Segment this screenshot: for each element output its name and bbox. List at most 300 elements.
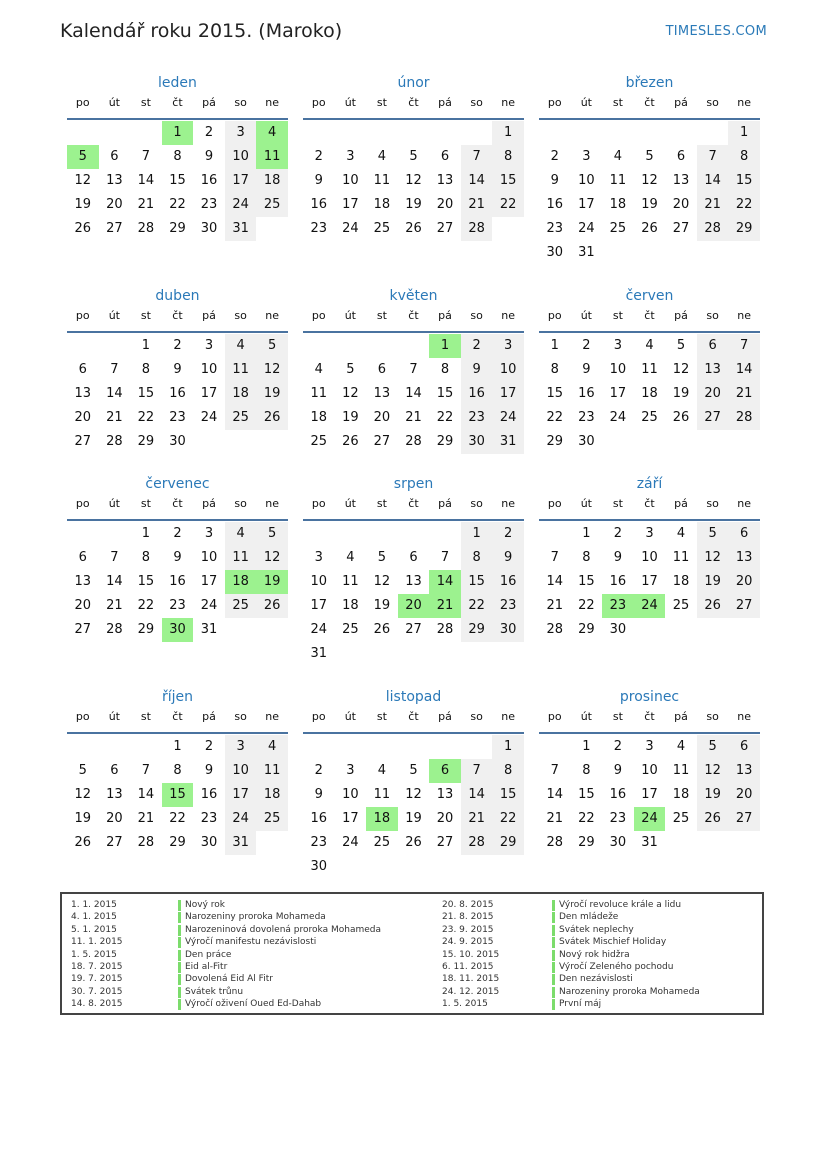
day-cell: 10 bbox=[609, 362, 627, 377]
month-listopad bbox=[303, 687, 524, 879]
weekend-day-cell: 29 bbox=[492, 831, 524, 855]
empty-day-cell bbox=[728, 430, 760, 454]
week-row bbox=[539, 145, 760, 169]
day-cell: 2 bbox=[550, 149, 559, 164]
weekend-day-cell: 15 bbox=[728, 169, 760, 193]
weekend-day-cell: 4 bbox=[225, 334, 257, 358]
weekend-day-cell: 29 bbox=[728, 217, 760, 241]
day-cell: 9 bbox=[582, 362, 591, 377]
weekend-day-cell: 28 bbox=[461, 217, 493, 241]
weekday-label: út bbox=[344, 710, 356, 723]
empty-day-cell bbox=[461, 121, 493, 145]
empty-day-cell bbox=[665, 831, 697, 855]
empty-day-cell bbox=[335, 642, 367, 666]
day-cell: 19 bbox=[405, 811, 422, 826]
legend-date: 24. 9. 2015 bbox=[442, 937, 494, 948]
day-cell: 2 bbox=[204, 739, 214, 754]
legend-date: 1. 5. 2015 bbox=[71, 949, 117, 960]
legend-holiday-name: Eid al-Fitr bbox=[185, 961, 228, 972]
day-cell: 22 bbox=[578, 811, 595, 826]
day-cell: 29 bbox=[137, 622, 155, 637]
weekend-day-cell: 8 bbox=[492, 145, 524, 169]
day-cell: 27 bbox=[74, 434, 92, 449]
day-cell: 23 bbox=[609, 811, 627, 826]
weekend-day-cell: 10 bbox=[225, 759, 257, 783]
weekday-header bbox=[539, 710, 760, 732]
day-cell: 27 bbox=[436, 221, 454, 236]
legend-date: 5. 1. 2015 bbox=[71, 924, 117, 935]
holiday-day-cell: 23 bbox=[602, 594, 634, 618]
day-cell: 15 bbox=[578, 787, 595, 802]
legend-date: 15. 10. 2015 bbox=[442, 949, 500, 960]
day-cell: 6 bbox=[409, 550, 418, 565]
weekday-label: pá bbox=[674, 710, 688, 723]
legend-date: 21. 8. 2015 bbox=[442, 912, 494, 923]
week-row bbox=[303, 642, 524, 666]
day-cell: 10 bbox=[641, 763, 658, 778]
legend-date: 20. 8. 2015 bbox=[442, 900, 494, 910]
day-cell: 22 bbox=[436, 410, 454, 425]
week-row bbox=[67, 807, 288, 831]
week-row bbox=[539, 522, 760, 546]
weekday-header bbox=[67, 96, 288, 118]
day-cell: 8 bbox=[141, 362, 151, 377]
day-cell: 19 bbox=[74, 197, 92, 212]
week-row bbox=[303, 430, 524, 454]
empty-day-cell bbox=[697, 121, 729, 145]
day-cell: 26 bbox=[405, 835, 422, 850]
weekend-day-cell: 27 bbox=[697, 406, 729, 430]
weekday-label: ne bbox=[265, 497, 280, 510]
weekend-day-cell: 13 bbox=[697, 358, 729, 382]
day-cell: 19 bbox=[373, 598, 391, 613]
holiday-day-cell: 21 bbox=[429, 594, 461, 618]
weekday-label: ne bbox=[737, 309, 752, 322]
empty-day-cell bbox=[335, 334, 367, 358]
weekend-day-cell: 25 bbox=[256, 193, 288, 217]
empty-day-cell bbox=[256, 430, 288, 454]
week-row bbox=[303, 334, 524, 358]
weekday-label: pá bbox=[202, 710, 216, 723]
weekend-day-cell: 8 bbox=[461, 546, 493, 570]
legend-holiday-name: Dovolená Eid Al Fitr bbox=[185, 974, 273, 985]
legend-marker bbox=[552, 974, 555, 985]
weekend-day-cell: 5 bbox=[697, 735, 729, 759]
day-cell: 2 bbox=[613, 526, 623, 541]
day-cell: 19 bbox=[405, 197, 422, 212]
month-days bbox=[303, 120, 524, 241]
weekday-label: po bbox=[75, 96, 90, 109]
week-row bbox=[539, 334, 760, 358]
weekend-day-cell: 24 bbox=[225, 193, 257, 217]
day-cell: 18 bbox=[672, 787, 690, 802]
day-cell: 27 bbox=[373, 434, 391, 449]
day-cell: 20 bbox=[106, 197, 123, 212]
day-cell: 20 bbox=[672, 197, 690, 212]
weekday-label: pá bbox=[202, 96, 216, 109]
empty-day-cell bbox=[366, 121, 398, 145]
weekend-day-cell: 5 bbox=[256, 334, 288, 358]
day-cell: 6 bbox=[78, 362, 87, 377]
day-cell: 23 bbox=[200, 197, 218, 212]
day-cell: 8 bbox=[173, 149, 182, 164]
legend-holiday-name: Narozeninová dovolená proroka Mohameda bbox=[185, 924, 381, 935]
day-cell: 11 bbox=[672, 550, 690, 565]
weekend-day-cell: 7 bbox=[461, 759, 493, 783]
day-cell: 13 bbox=[74, 574, 92, 589]
week-row bbox=[539, 570, 760, 594]
day-cell: 4 bbox=[676, 739, 686, 754]
day-cell: 10 bbox=[342, 173, 359, 188]
empty-day-cell bbox=[539, 522, 571, 546]
empty-day-cell bbox=[602, 241, 634, 265]
weekday-header bbox=[67, 309, 288, 331]
weekend-day-cell: 26 bbox=[256, 594, 288, 618]
weekend-day-cell: 27 bbox=[728, 807, 760, 831]
weekday-label: po bbox=[311, 710, 326, 723]
weekend-day-cell: 27 bbox=[728, 594, 760, 618]
weekday-label: so bbox=[234, 96, 247, 109]
weekend-day-cell: 1 bbox=[461, 522, 493, 546]
day-cell: 12 bbox=[405, 787, 422, 802]
month-name: leden bbox=[158, 75, 197, 91]
weekend-day-cell: 2 bbox=[492, 522, 524, 546]
legend-holiday-name: První máj bbox=[559, 999, 602, 1010]
weekday-label: st bbox=[140, 497, 151, 510]
week-row bbox=[539, 217, 760, 241]
weekday-label: čt bbox=[172, 309, 183, 322]
day-cell: 5 bbox=[676, 338, 686, 353]
legend-holiday-name: Den nezávislosti bbox=[559, 974, 633, 985]
day-cell: 9 bbox=[613, 763, 623, 778]
holiday-legend bbox=[60, 892, 764, 1015]
weekend-day-cell: 2 bbox=[461, 334, 493, 358]
day-cell: 17 bbox=[342, 811, 359, 826]
legend-holiday-name: Výročí Zeleného pochodu bbox=[559, 961, 674, 972]
legend-holiday-name: Nový rok bbox=[185, 900, 225, 910]
weekend-day-cell: 10 bbox=[225, 145, 257, 169]
weekend-day-cell: 12 bbox=[256, 358, 288, 382]
weekday-label: so bbox=[470, 497, 483, 510]
day-cell: 31 bbox=[310, 646, 328, 661]
day-cell: 30 bbox=[200, 835, 218, 850]
day-cell: 26 bbox=[672, 410, 690, 425]
holiday-day-cell: 14 bbox=[429, 570, 461, 594]
day-cell: 16 bbox=[609, 574, 627, 589]
day-cell: 19 bbox=[641, 197, 658, 212]
weekday-label: pá bbox=[438, 309, 452, 322]
day-cell: 12 bbox=[342, 386, 359, 401]
day-cell: 3 bbox=[582, 149, 591, 164]
day-cell: 20 bbox=[74, 598, 92, 613]
week-row bbox=[303, 594, 524, 618]
weekend-day-cell: 21 bbox=[461, 807, 493, 831]
weekday-label: po bbox=[75, 497, 90, 510]
weekday-label: po bbox=[311, 96, 326, 109]
legend-holiday-name: Den práce bbox=[185, 949, 232, 960]
brand-link[interactable]: TIMESLES.COM bbox=[665, 24, 767, 39]
weekend-day-cell: 28 bbox=[461, 831, 493, 855]
weekday-label: pá bbox=[202, 309, 216, 322]
week-row bbox=[303, 759, 524, 783]
empty-day-cell bbox=[398, 121, 430, 145]
day-cell: 22 bbox=[546, 410, 564, 425]
weekday-label: čt bbox=[408, 497, 419, 510]
legend-marker bbox=[178, 999, 181, 1010]
day-cell: 16 bbox=[578, 386, 595, 401]
day-cell: 19 bbox=[74, 811, 92, 826]
day-cell: 29 bbox=[578, 835, 595, 850]
weekend-day-cell: 6 bbox=[728, 522, 760, 546]
month-name: červen bbox=[625, 288, 674, 304]
empty-day-cell bbox=[398, 334, 430, 358]
empty-day-cell bbox=[398, 642, 430, 666]
empty-day-cell bbox=[429, 522, 461, 546]
legend-holiday-name: Výročí manifestu nezávislosti bbox=[185, 937, 317, 948]
day-cell: 26 bbox=[405, 221, 422, 236]
day-cell: 28 bbox=[137, 835, 155, 850]
day-cell: 29 bbox=[169, 835, 186, 850]
empty-day-cell bbox=[602, 121, 634, 145]
day-cell: 11 bbox=[672, 763, 690, 778]
month-days bbox=[303, 734, 524, 879]
weekday-label: pá bbox=[438, 96, 452, 109]
day-cell: 2 bbox=[582, 338, 591, 353]
weekend-day-cell: 13 bbox=[728, 546, 760, 570]
day-cell: 14 bbox=[405, 386, 422, 401]
weekday-label: po bbox=[75, 309, 90, 322]
day-cell: 22 bbox=[137, 598, 155, 613]
weekday-label: so bbox=[706, 710, 719, 723]
day-cell: 29 bbox=[169, 221, 186, 236]
day-cell: 26 bbox=[74, 221, 92, 236]
legend-holiday-name: Výročí oživení Oued Ed-Dahab bbox=[185, 999, 322, 1010]
weekend-day-cell: 21 bbox=[697, 193, 729, 217]
empty-day-cell bbox=[193, 430, 225, 454]
legend-date: 18. 7. 2015 bbox=[71, 961, 123, 972]
legend-holiday-name: Svátek neplechy bbox=[559, 924, 634, 935]
day-cell: 8 bbox=[141, 550, 151, 565]
empty-day-cell bbox=[539, 121, 571, 145]
empty-day-cell bbox=[99, 334, 131, 358]
legend-holiday-name: Svátek trůnu bbox=[185, 986, 244, 997]
legend-marker bbox=[552, 962, 555, 973]
week-row bbox=[539, 618, 760, 642]
empty-day-cell bbox=[398, 522, 430, 546]
holiday-day-cell: 30 bbox=[162, 618, 194, 642]
empty-day-cell bbox=[634, 430, 666, 454]
weekend-day-cell: 31 bbox=[492, 430, 524, 454]
weekend-day-cell: 17 bbox=[492, 382, 524, 406]
holiday-day-cell: 20 bbox=[398, 594, 430, 618]
day-cell: 23 bbox=[200, 811, 218, 826]
weekday-label: ne bbox=[737, 710, 752, 723]
day-cell: 17 bbox=[342, 197, 359, 212]
day-cell: 21 bbox=[137, 197, 155, 212]
weekend-day-cell: 23 bbox=[492, 594, 524, 618]
weekday-label: út bbox=[580, 96, 592, 109]
day-cell: 3 bbox=[346, 763, 355, 778]
weekend-day-cell: 30 bbox=[492, 618, 524, 642]
weekday-label: út bbox=[108, 710, 120, 723]
day-cell: 22 bbox=[578, 598, 595, 613]
day-cell: 28 bbox=[137, 221, 155, 236]
weekday-label: st bbox=[140, 710, 151, 723]
day-cell: 16 bbox=[310, 197, 328, 212]
day-cell: 2 bbox=[314, 763, 323, 778]
weekend-day-cell: 19 bbox=[697, 570, 729, 594]
day-cell: 28 bbox=[106, 622, 123, 637]
weekday-label: čt bbox=[172, 96, 183, 109]
empty-day-cell bbox=[429, 855, 461, 879]
day-cell: 26 bbox=[74, 835, 92, 850]
day-cell: 14 bbox=[137, 173, 155, 188]
empty-day-cell bbox=[492, 217, 524, 241]
day-cell: 7 bbox=[141, 149, 151, 164]
empty-day-cell bbox=[461, 735, 493, 759]
week-row bbox=[67, 193, 288, 217]
weekend-day-cell: 10 bbox=[492, 358, 524, 382]
day-cell: 16 bbox=[200, 787, 218, 802]
day-cell: 9 bbox=[613, 550, 623, 565]
day-cell: 13 bbox=[436, 173, 454, 188]
holiday-day-cell: 18 bbox=[366, 807, 398, 831]
legend-marker bbox=[552, 912, 555, 923]
weekend-day-cell: 20 bbox=[728, 783, 760, 807]
weekend-day-cell: 28 bbox=[728, 406, 760, 430]
week-row bbox=[539, 169, 760, 193]
empty-day-cell bbox=[665, 430, 697, 454]
weekday-header bbox=[539, 96, 760, 118]
weekday-label: so bbox=[470, 96, 483, 109]
day-cell: 5 bbox=[78, 763, 87, 778]
weekend-day-cell: 21 bbox=[461, 193, 493, 217]
legend-date: 11. 1. 2015 bbox=[71, 937, 123, 948]
day-cell: 27 bbox=[74, 622, 92, 637]
legend-date: 19. 7. 2015 bbox=[71, 974, 123, 985]
day-cell: 17 bbox=[641, 574, 658, 589]
empty-day-cell bbox=[602, 430, 634, 454]
week-row bbox=[67, 358, 288, 382]
legend-date: 18. 11. 2015 bbox=[442, 974, 500, 985]
day-cell: 30 bbox=[310, 859, 328, 874]
month-name: duben bbox=[155, 288, 200, 304]
empty-day-cell bbox=[429, 121, 461, 145]
weekday-label: ne bbox=[501, 710, 516, 723]
day-cell: 30 bbox=[546, 245, 564, 260]
legend-date: 4. 1. 2015 bbox=[71, 912, 117, 923]
day-cell: 13 bbox=[373, 386, 391, 401]
week-row bbox=[539, 358, 760, 382]
day-cell: 10 bbox=[200, 362, 218, 377]
week-row bbox=[303, 145, 524, 169]
week-row bbox=[539, 121, 760, 145]
day-cell: 12 bbox=[373, 574, 391, 589]
weekend-day-cell: 19 bbox=[697, 783, 729, 807]
day-cell: 3 bbox=[613, 338, 623, 353]
empty-day-cell bbox=[634, 121, 666, 145]
week-row bbox=[67, 406, 288, 430]
month-days bbox=[303, 333, 524, 454]
weekday-header bbox=[303, 710, 524, 732]
day-cell: 28 bbox=[546, 835, 564, 850]
weekday-label: ne bbox=[265, 710, 280, 723]
week-row bbox=[67, 169, 288, 193]
legend-date: 1. 1. 2015 bbox=[71, 900, 117, 910]
day-cell: 4 bbox=[613, 149, 623, 164]
day-cell: 7 bbox=[550, 763, 559, 778]
weekend-day-cell: 20 bbox=[728, 570, 760, 594]
day-cell: 2 bbox=[204, 125, 214, 140]
holiday-day-cell: 1 bbox=[429, 334, 461, 358]
weekday-label: pá bbox=[438, 710, 452, 723]
legend-holiday-name: Den mládeže bbox=[559, 912, 619, 923]
legend-marker bbox=[178, 925, 181, 936]
weekend-day-cell: 4 bbox=[256, 735, 288, 759]
week-row bbox=[539, 783, 760, 807]
day-cell: 30 bbox=[169, 434, 186, 449]
legend-holiday-name: Svátek Mischief Holiday bbox=[559, 937, 667, 948]
day-cell: 21 bbox=[546, 598, 564, 613]
day-cell: 31 bbox=[578, 245, 595, 260]
week-row bbox=[539, 546, 760, 570]
month-days bbox=[67, 521, 288, 642]
day-cell: 14 bbox=[106, 386, 123, 401]
day-cell: 14 bbox=[546, 574, 564, 589]
day-cell: 25 bbox=[342, 622, 359, 637]
week-row bbox=[303, 546, 524, 570]
week-row bbox=[67, 735, 288, 759]
legend-marker bbox=[178, 950, 181, 961]
week-row bbox=[539, 382, 760, 406]
day-cell: 4 bbox=[314, 362, 323, 377]
weekday-header bbox=[303, 96, 524, 118]
weekend-day-cell: 12 bbox=[697, 759, 729, 783]
day-cell: 12 bbox=[405, 173, 422, 188]
weekday-label: út bbox=[580, 309, 592, 322]
day-cell: 4 bbox=[346, 550, 355, 565]
day-cell: 29 bbox=[578, 622, 595, 637]
day-cell: 3 bbox=[204, 526, 214, 541]
legend-date: 14. 8. 2015 bbox=[71, 999, 123, 1010]
weekend-day-cell: 20 bbox=[697, 382, 729, 406]
empty-day-cell bbox=[225, 618, 257, 642]
day-cell: 30 bbox=[578, 434, 595, 449]
day-cell: 18 bbox=[609, 197, 627, 212]
weekday-label: ne bbox=[265, 96, 280, 109]
day-cell: 10 bbox=[578, 173, 595, 188]
empty-day-cell bbox=[99, 522, 131, 546]
weekday-label: čt bbox=[644, 710, 655, 723]
day-cell: 12 bbox=[641, 173, 658, 188]
day-cell: 28 bbox=[405, 434, 422, 449]
weekday-label: so bbox=[706, 96, 719, 109]
weekday-label: so bbox=[234, 309, 247, 322]
day-cell: 24 bbox=[342, 221, 359, 236]
day-cell: 24 bbox=[310, 622, 328, 637]
weekday-label: po bbox=[547, 96, 562, 109]
day-cell: 23 bbox=[310, 221, 328, 236]
weekend-day-cell: 5 bbox=[697, 522, 729, 546]
month-leden bbox=[67, 73, 288, 241]
day-cell: 8 bbox=[440, 362, 450, 377]
legend-marker bbox=[178, 974, 181, 985]
week-row bbox=[539, 430, 760, 454]
day-cell: 18 bbox=[373, 197, 391, 212]
empty-day-cell bbox=[67, 121, 99, 145]
legend-marker bbox=[178, 937, 181, 948]
day-cell: 25 bbox=[609, 221, 627, 236]
